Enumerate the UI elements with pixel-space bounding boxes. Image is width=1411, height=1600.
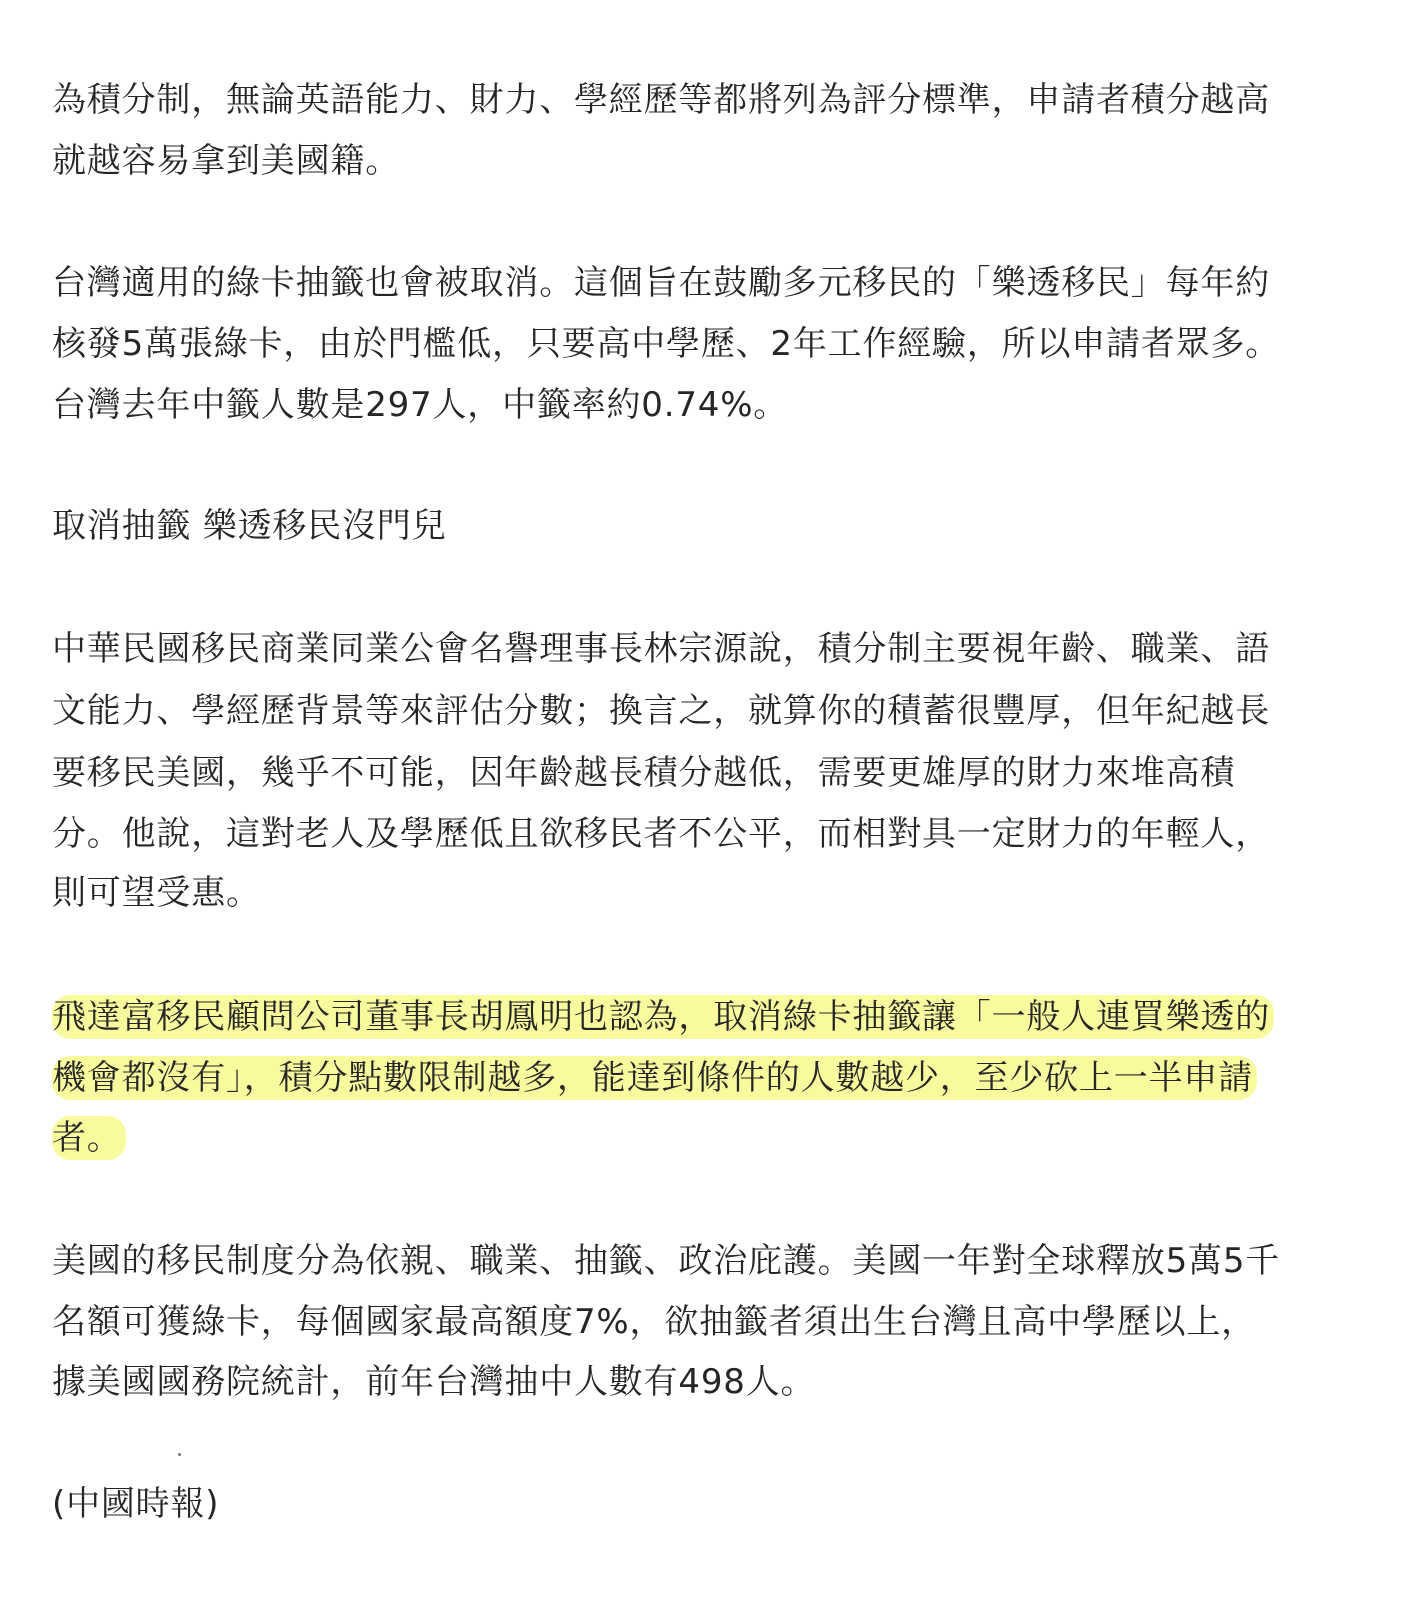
paragraph-3-line-3: 要移民美國，幾乎不可能，因年齡越長積分越低，需要更雄厚的財力來堆高積 [52, 753, 1236, 793]
highlighted-paragraph-line-1 [52, 987, 1274, 1047]
highlighted-text-2: 機會都沒有」，積分點數限制越多，能達到條件的人數越少，至少砍上一半申請 [52, 1056, 1257, 1100]
paragraph-3-line-2: 文能力、學經歷背景等來評估分數；換言之，就算你的積蓄很豐厚，但年紀越長 [52, 691, 1270, 731]
section-subheading: 取消抽籤 樂透移民沒門兒 [52, 506, 447, 546]
paragraph-3-line-1: 中華民國移民商業同業公會名譽理事長林宗源說，積分制主要視年齡、職業、語 [52, 629, 1270, 669]
source-credit: (中國時報) [52, 1484, 220, 1524]
highlighted-paragraph-line-2 [52, 1048, 1257, 1108]
paragraph-5-line-2: 名額可獲綠卡，每個國家最高額度7%，欲抽籤者須出生台灣且高中學歷以上， [52, 1302, 1256, 1342]
paragraph-1-line-2: 就越容易拿到美國籍。 [52, 141, 400, 181]
highlighted-text-1: 飛達富移民顧問公司董事長胡鳳明也認為，取消綠卡抽籤讓「一般人連買樂透的 [52, 995, 1274, 1039]
paragraph-3-line-5: 則可望受惠。 [52, 873, 261, 913]
paragraph-2-line-2: 核發5萬張綠卡，由於門檻低，只要高中學歷、2年工作經驗，所以申請者眾多。 [52, 324, 1281, 364]
paragraph-5-line-3: 據美國國務院統計，前年台灣抽中人數有498人。 [52, 1362, 816, 1402]
paragraph-2-line-3: 台灣去年中籤人數是297人，中籤率約0.74%。 [52, 385, 789, 425]
highlighted-paragraph-line-3 [52, 1108, 126, 1168]
paragraph-5-line-1: 美國的移民制度分為依親、職業、抽籤、政治庇護。美國一年對全球釋放5萬5千 [52, 1241, 1281, 1281]
highlighted-text-3: 者。 [52, 1116, 126, 1160]
paragraph-2-line-1: 台灣適用的綠卡抽籤也會被取消。這個旨在鼓勵多元移民的「樂透移民」每年約 [52, 263, 1270, 303]
scan-speck [178, 1453, 181, 1456]
paragraph-1-line-1: 為積分制，無論英語能力、財力、學經歷等都將列為評分標準，申請者積分越高 [52, 80, 1270, 120]
article-page [52, 0, 1352, 1600]
paragraph-3-line-4: 分。他說，這對老人及學歷低且欲移民者不公平，而相對具一定財力的年輕人， [52, 814, 1270, 854]
